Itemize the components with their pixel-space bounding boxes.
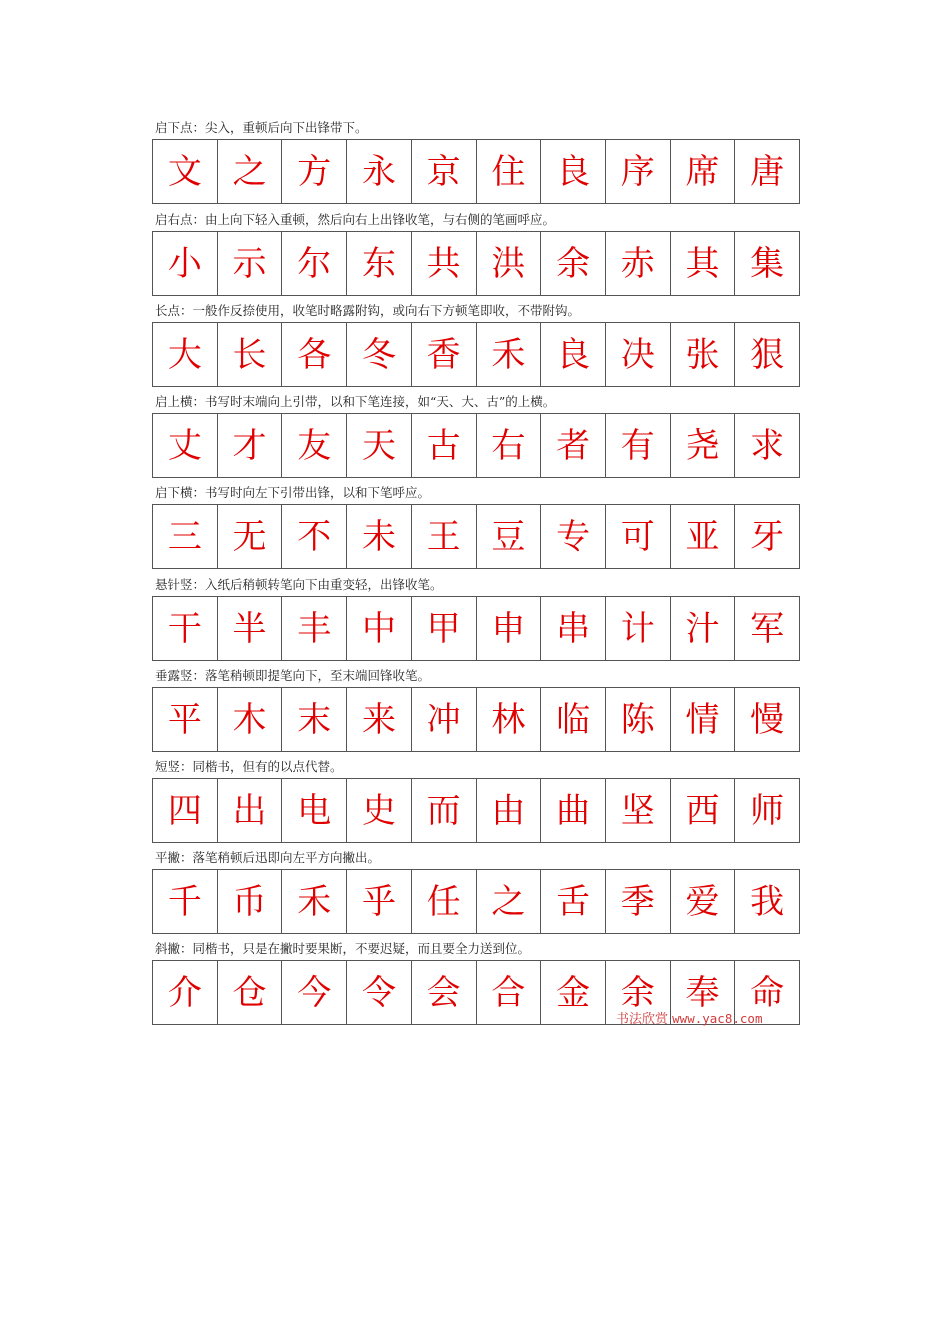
character-cell: 师: [734, 779, 799, 842]
character-cell: 求: [734, 414, 799, 477]
character-cell: 友: [281, 414, 346, 477]
character-cell: 半: [217, 597, 282, 660]
watermark-url: www.yac8.com: [672, 1011, 763, 1026]
stroke-section: [152, 574, 800, 661]
character-cell: 而: [411, 779, 476, 842]
character-cell: 冬: [346, 323, 411, 386]
character-cell: 住: [476, 140, 541, 203]
character-cell: 不: [281, 505, 346, 568]
stroke-section: [152, 482, 800, 569]
character-grid: [152, 778, 800, 843]
character-cell: 币: [217, 870, 282, 933]
stroke-caption: 垂露竖：落笔稍顿即提笔向下，至末端回锋收笔。: [155, 668, 431, 683]
character-cell: 余: [540, 232, 605, 295]
character-cell: 仓: [217, 961, 282, 1024]
stroke-section: [152, 117, 800, 204]
character-cell: 方: [281, 140, 346, 203]
character-cell: 丈: [167, 425, 202, 466]
character-grid: [152, 596, 800, 661]
character-grid: [152, 504, 800, 569]
character-cell: 坚: [605, 779, 670, 842]
character-cell: 良: [540, 323, 605, 386]
character-grid: [152, 687, 800, 752]
character-cell: 出: [217, 779, 282, 842]
character-cell: 才: [217, 414, 282, 477]
character-cell: 赤: [605, 232, 670, 295]
character-cell: 狠: [734, 323, 799, 386]
character-cell: 天: [346, 414, 411, 477]
character-cell: 决: [605, 323, 670, 386]
stroke-caption: 启右点：由上向下轻入重顿，然后向右上出锋收笔，与右侧的笔画呼应。: [155, 212, 556, 227]
character-cell: 席: [670, 140, 735, 203]
character-cell: 临: [540, 688, 605, 751]
character-cell: 牙: [734, 505, 799, 568]
character-cell: 其: [670, 232, 735, 295]
character-cell: 乎: [346, 870, 411, 933]
character-cell: 西: [670, 779, 735, 842]
character-cell: 甲: [411, 597, 476, 660]
character-cell: 之: [476, 870, 541, 933]
character-cell: 尧: [670, 414, 735, 477]
character-cell: 慢: [734, 688, 799, 751]
character-cell: 三: [167, 516, 202, 557]
character-cell: 命: [734, 961, 799, 1024]
character-cell: 禾: [281, 870, 346, 933]
stroke-caption: 长点：一般作反捺使用，收笔时略露附钩，或向右下方顿笔即收，不带附钩。: [155, 303, 581, 318]
character-cell: 良: [540, 140, 605, 203]
stroke-caption: 平撇：落笔稍顿后迅即向左平方向撇出。: [155, 850, 381, 865]
character-grid: [152, 869, 800, 934]
character-cell: 任: [411, 870, 476, 933]
character-cell: 无: [217, 505, 282, 568]
character-cell: 香: [411, 323, 476, 386]
character-cell: 奉: [670, 961, 735, 1024]
character-cell: 永: [346, 140, 411, 203]
watermark: [616, 1008, 762, 1027]
character-cell: 集: [734, 232, 799, 295]
character-cell: 木: [217, 688, 282, 751]
character-cell: 史: [346, 779, 411, 842]
character-cell: 汁: [670, 597, 735, 660]
character-cell: 申: [476, 597, 541, 660]
character-cell: 千: [167, 881, 202, 922]
character-cell: 今: [281, 961, 346, 1024]
watermark-site-name: 书法欣赏: [616, 1012, 669, 1027]
character-cell: 介: [167, 972, 202, 1013]
character-grid: [152, 413, 800, 478]
character-cell: 曲: [540, 779, 605, 842]
character-cell: 文: [167, 151, 202, 192]
character-cell: 禾: [476, 323, 541, 386]
character-cell: 末: [281, 688, 346, 751]
character-cell: 未: [346, 505, 411, 568]
character-cell: 军: [734, 597, 799, 660]
character-cell: 平: [167, 699, 202, 740]
character-cell: 四: [167, 790, 202, 831]
character-cell: 计: [605, 597, 670, 660]
character-cell: 王: [411, 505, 476, 568]
character-cell: 金: [540, 961, 605, 1024]
character-cell: 中: [346, 597, 411, 660]
character-cell: 干: [167, 608, 202, 649]
character-cell: 情: [670, 688, 735, 751]
stroke-section: [152, 847, 800, 934]
character-cell: 可: [605, 505, 670, 568]
stroke-caption: 悬针竖：入纸后稍顿转笔向下由重变轻，出锋收笔。: [155, 577, 443, 592]
character-cell: 右: [476, 414, 541, 477]
stroke-section: [152, 391, 800, 478]
stroke-caption: 启下点：尖入，重顿后向下出锋带下。: [155, 120, 368, 135]
character-cell: 会: [411, 961, 476, 1024]
character-cell: 电: [281, 779, 346, 842]
character-cell: 小: [167, 243, 202, 284]
character-cell: 合: [476, 961, 541, 1024]
character-cell: 有: [605, 414, 670, 477]
character-cell: 唐: [734, 140, 799, 203]
character-cell: 东: [346, 232, 411, 295]
character-cell: 爱: [670, 870, 735, 933]
character-cell: 共: [411, 232, 476, 295]
stroke-section: [152, 300, 800, 387]
stroke-section: [152, 665, 800, 752]
stroke-caption: 短竖：同楷书，但有的以点代替。: [155, 759, 343, 774]
character-cell: 林: [476, 688, 541, 751]
stroke-caption: 斜撇：同楷书，只是在撇时要果断，不要迟疑，而且要全力送到位。: [155, 941, 531, 956]
character-cell: 古: [411, 414, 476, 477]
character-cell: 者: [540, 414, 605, 477]
character-cell: 季: [605, 870, 670, 933]
character-cell: 专: [540, 505, 605, 568]
character-cell: 长: [217, 323, 282, 386]
character-cell: 亚: [670, 505, 735, 568]
character-cell: 丰: [281, 597, 346, 660]
character-grid: [152, 322, 800, 387]
character-cell: 余: [605, 961, 670, 1024]
character-cell: 豆: [476, 505, 541, 568]
character-grid: [152, 231, 800, 296]
stroke-caption: 启下横：书写时向左下引带出锋，以和下笔呼应。: [155, 485, 431, 500]
character-cell: 舌: [540, 870, 605, 933]
character-cell: 京: [411, 140, 476, 203]
character-cell: 令: [346, 961, 411, 1024]
character-cell: 冲: [411, 688, 476, 751]
character-grid: [152, 139, 800, 204]
stroke-section: [152, 756, 800, 843]
character-cell: 之: [217, 140, 282, 203]
stroke-section: [152, 209, 800, 296]
character-cell: 陈: [605, 688, 670, 751]
character-cell: 序: [605, 140, 670, 203]
character-cell: 大: [167, 334, 202, 375]
character-cell: 张: [670, 323, 735, 386]
character-cell: 洪: [476, 232, 541, 295]
stroke-caption: 启上横：书写时末端向上引带，以和下笔连接，如“天、大、古”的上横。: [155, 394, 556, 409]
character-cell: 尔: [281, 232, 346, 295]
character-cell: 由: [476, 779, 541, 842]
character-cell: 串: [540, 597, 605, 660]
character-cell: 示: [217, 232, 282, 295]
character-cell: 我: [734, 870, 799, 933]
character-cell: 来: [346, 688, 411, 751]
character-cell: 各: [281, 323, 346, 386]
